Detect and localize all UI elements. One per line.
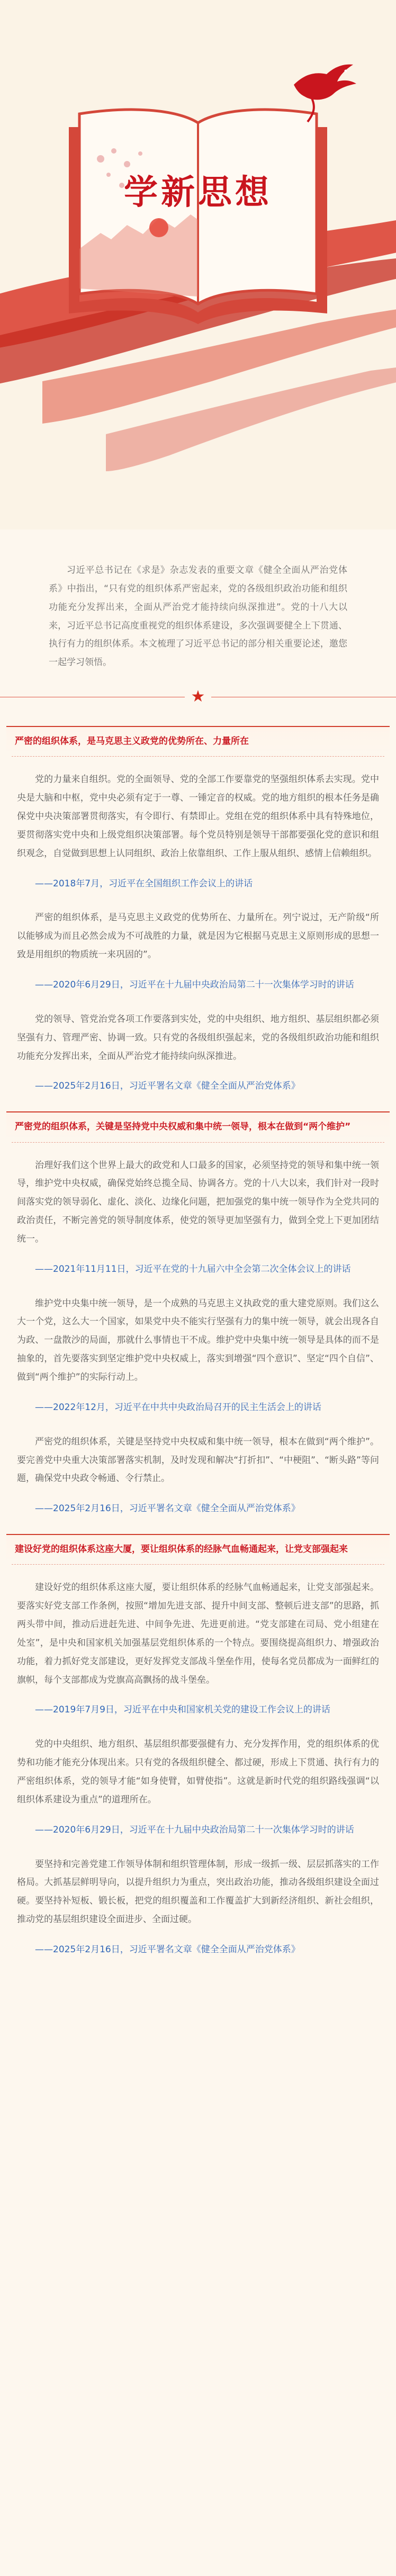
hero-banner [0, 0, 396, 529]
section-3 [0, 1534, 396, 1959]
section-heading: 严密的组织体系，是马克思主义政党的优势所在、力量所在 [6, 726, 390, 755]
quote-source: ——2020年6月29日，习近平在十九届中央政治局第二十一次集体学习时的讲话 [35, 980, 354, 990]
quote-paragraph: 严密党的组织体系，关键是坚持党中央权威和集中统一领导，根本在做到“两个维护”。要完善党中央重大决策部署落实机制，及时发现和解决“打折扣”、“中梗阻”、“断头路”等问题，确保党中央政令畅通、令行禁止。 [17, 1436, 379, 1484]
section-heading: 严密党的组织体系，关键是坚持党中央权威和集中统一领导，根本在做到“两个维护” [6, 1111, 390, 1140]
quote-source: ——2019年7月9日，习近平在中央和国家机关党的建设工作会议上的讲话 [35, 1704, 330, 1716]
quote-paragraph: 维护党中央集中统一领导，是一个成熟的马克思主义执政党的重大建党原则。我们这么大一个党，这么大一个国家，如果党中央不能实行坚强有力的集中统一领导，就会出现各自为政、一盘散沙的局面，那就什么事情也干不成。维护党中央集中统一领导是具体的而不是抽象的，首先要落实到坚定维护党中央权威上，落实到增强“四个意识”、坚定“四个自信”、做到“两个维护”的实际行动上。 [17, 1298, 379, 1383]
quote-paragraph: 党的领导、管党治党各项工作要落到实处，党的中央组织、地方组织、基层组织都必须坚强有力、管理严密、协调一致。只有党的各级组织强起来，党的各级组织政治功能和组织功能充分发挥出来，全面从严治党才能持续向纵深推进。 [17, 1013, 379, 1062]
quote-source: ——2021年11月11日，习近平在党的十九届六中全会第二次全体会议上的讲话 [35, 1263, 351, 1274]
quote-source: ——2020年6月29日，习近平在十九届中央政治局第二十一次集体学习时的讲话 [35, 1824, 354, 1835]
quote-paragraph: 建设好党的组织体系这座大厦，要让组织体系的经脉气血畅通起来，让党支部强起来。要落实好党支部工作条例，按照“增加先进支部、提升中间支部、整顿后进支部”的思路，抓两头带中间，推动后进赶先进、中间争先进、先进更前进。“党支部建在司局、党小组建在处室”，是中央和国家机关加强基层党组织体系的一个特点。要围绕提高组织力、增强政治功能，着力抓好党支部建设，更好发挥党支部战斗堡垒作用，使每名党员都成为一面鲜红的旗帜，每个支部都成为党旗高高飘扬的战斗堡垒。 [17, 1582, 379, 1685]
star-icon: ★ [191, 687, 205, 706]
intro-paragraph: 习近平总书记在《求是》杂志发表的重要文章《健全全面从严治党体系》中指出，“只有党的组织体系严密起来，党的各级组织政治功能和组织功能充分发挥出来，全面从严治党才能持续向纵深推进”。党的十八大以来，习近平总书记高度重视党的组织体系建设，多次强调要健全上下贯通、执行有力的组织体系。本文梳理了习近平总书记的部分相关重要论述，邀您一起学习领悟。 [49, 565, 347, 668]
quote-paragraph: 治理好我们这个世界上最大的政党和人口最多的国家，必须坚持党的领导和集中统一领导，维护党中央权威，确保党始终总揽全局、协调各方。党的十八大以来，我们针对一段时间落实党的领导弱化、虚化、淡化、边缘化问题，把加强党的集中统一领导作为全党共同的政治责任，不断完善党的领导制度体系，使党的领导更加坚强有力，做到全党上下更加团结统一。 [17, 1160, 379, 1244]
quote-source: ——2025年2月16日，习近平署名文章《健全全面从严治党体系》 [35, 1081, 300, 1092]
quote-paragraph: 严密的组织体系，是马克思主义政党的优势所在、力量所在。列宁说过，无产阶级“所以能够成为而且必然会成为不可战胜的力量，就是因为它根据马克思主义原则形成的思想一致是用组织的物质统一来巩固的”。 [17, 912, 379, 961]
quote-source: ——2025年2月16日，习近平署名文章《健全全面从严治党体系》 [35, 1944, 300, 1955]
quote-source: ——2022年12月，习近平在中共中央政治局召开的民主生活会上的讲话 [35, 1402, 321, 1413]
quote-paragraph: 要坚持和完善党建工作领导体制和组织管理体制，形成一级抓一级、层层抓落实的工作格局。大抓基层鲜明导向，以提升组织力为重点，突出政治功能，推动各级组织建设全面过硬。要坚持补短板、锻长板，把党的组织覆盖和工作覆盖扩大到新经济组织、新社会组织，推动党的基层组织建设全面进步、全面过硬。 [17, 1859, 379, 1925]
page-title: 学新思想 [124, 173, 272, 212]
section-2 [0, 1111, 396, 1518]
section-1 [0, 726, 396, 1096]
section-heading: 建设好党的组织体系这座大厦，要让组织体系的经脉气血畅通起来，让党支部强起来 [6, 1534, 390, 1563]
star-divider [0, 677, 396, 712]
hero-illustration [0, 0, 396, 529]
quote-paragraph: 党的力量来自组织。党的全面领导、党的全部工作要靠党的坚强组织体系去实现。党中央是大脑和中枢，党中央必须有定于一尊、一锤定音的权威。党的地方组织的根本任务是确保党中央决策部署贯彻落实，有令即行、有禁即止。党组在党的组织体系中具有特殊地位，要贯彻落实党中央和上级党组织决策部署。每个党员特别是领导干部都要强化党的意识和组织观念，自觉做到思想上认同组织、政治上依靠组织、工作上服从组织、感情上信赖组织。 [17, 774, 379, 859]
quote-source: ——2025年2月16日，习近平署名文章《健全全面从严治党体系》 [35, 1503, 300, 1514]
quote-paragraph: 党的中央组织、地方组织、基层组织都要强健有力、充分发挥作用，党的组织体系的优势和功能才能充分体现出来。只有党的各级组织健全、都过硬，形成上下贯通、执行有力的严密组织体系，党的领导才能“如身使臂，如臂使指”。这就是新时代党的组织路线强调“以组织体系建设为重点”的道理所在。 [17, 1739, 379, 1805]
quote-source: ——2018年7月，习近平在全国组织工作会议上的讲话 [35, 878, 253, 889]
